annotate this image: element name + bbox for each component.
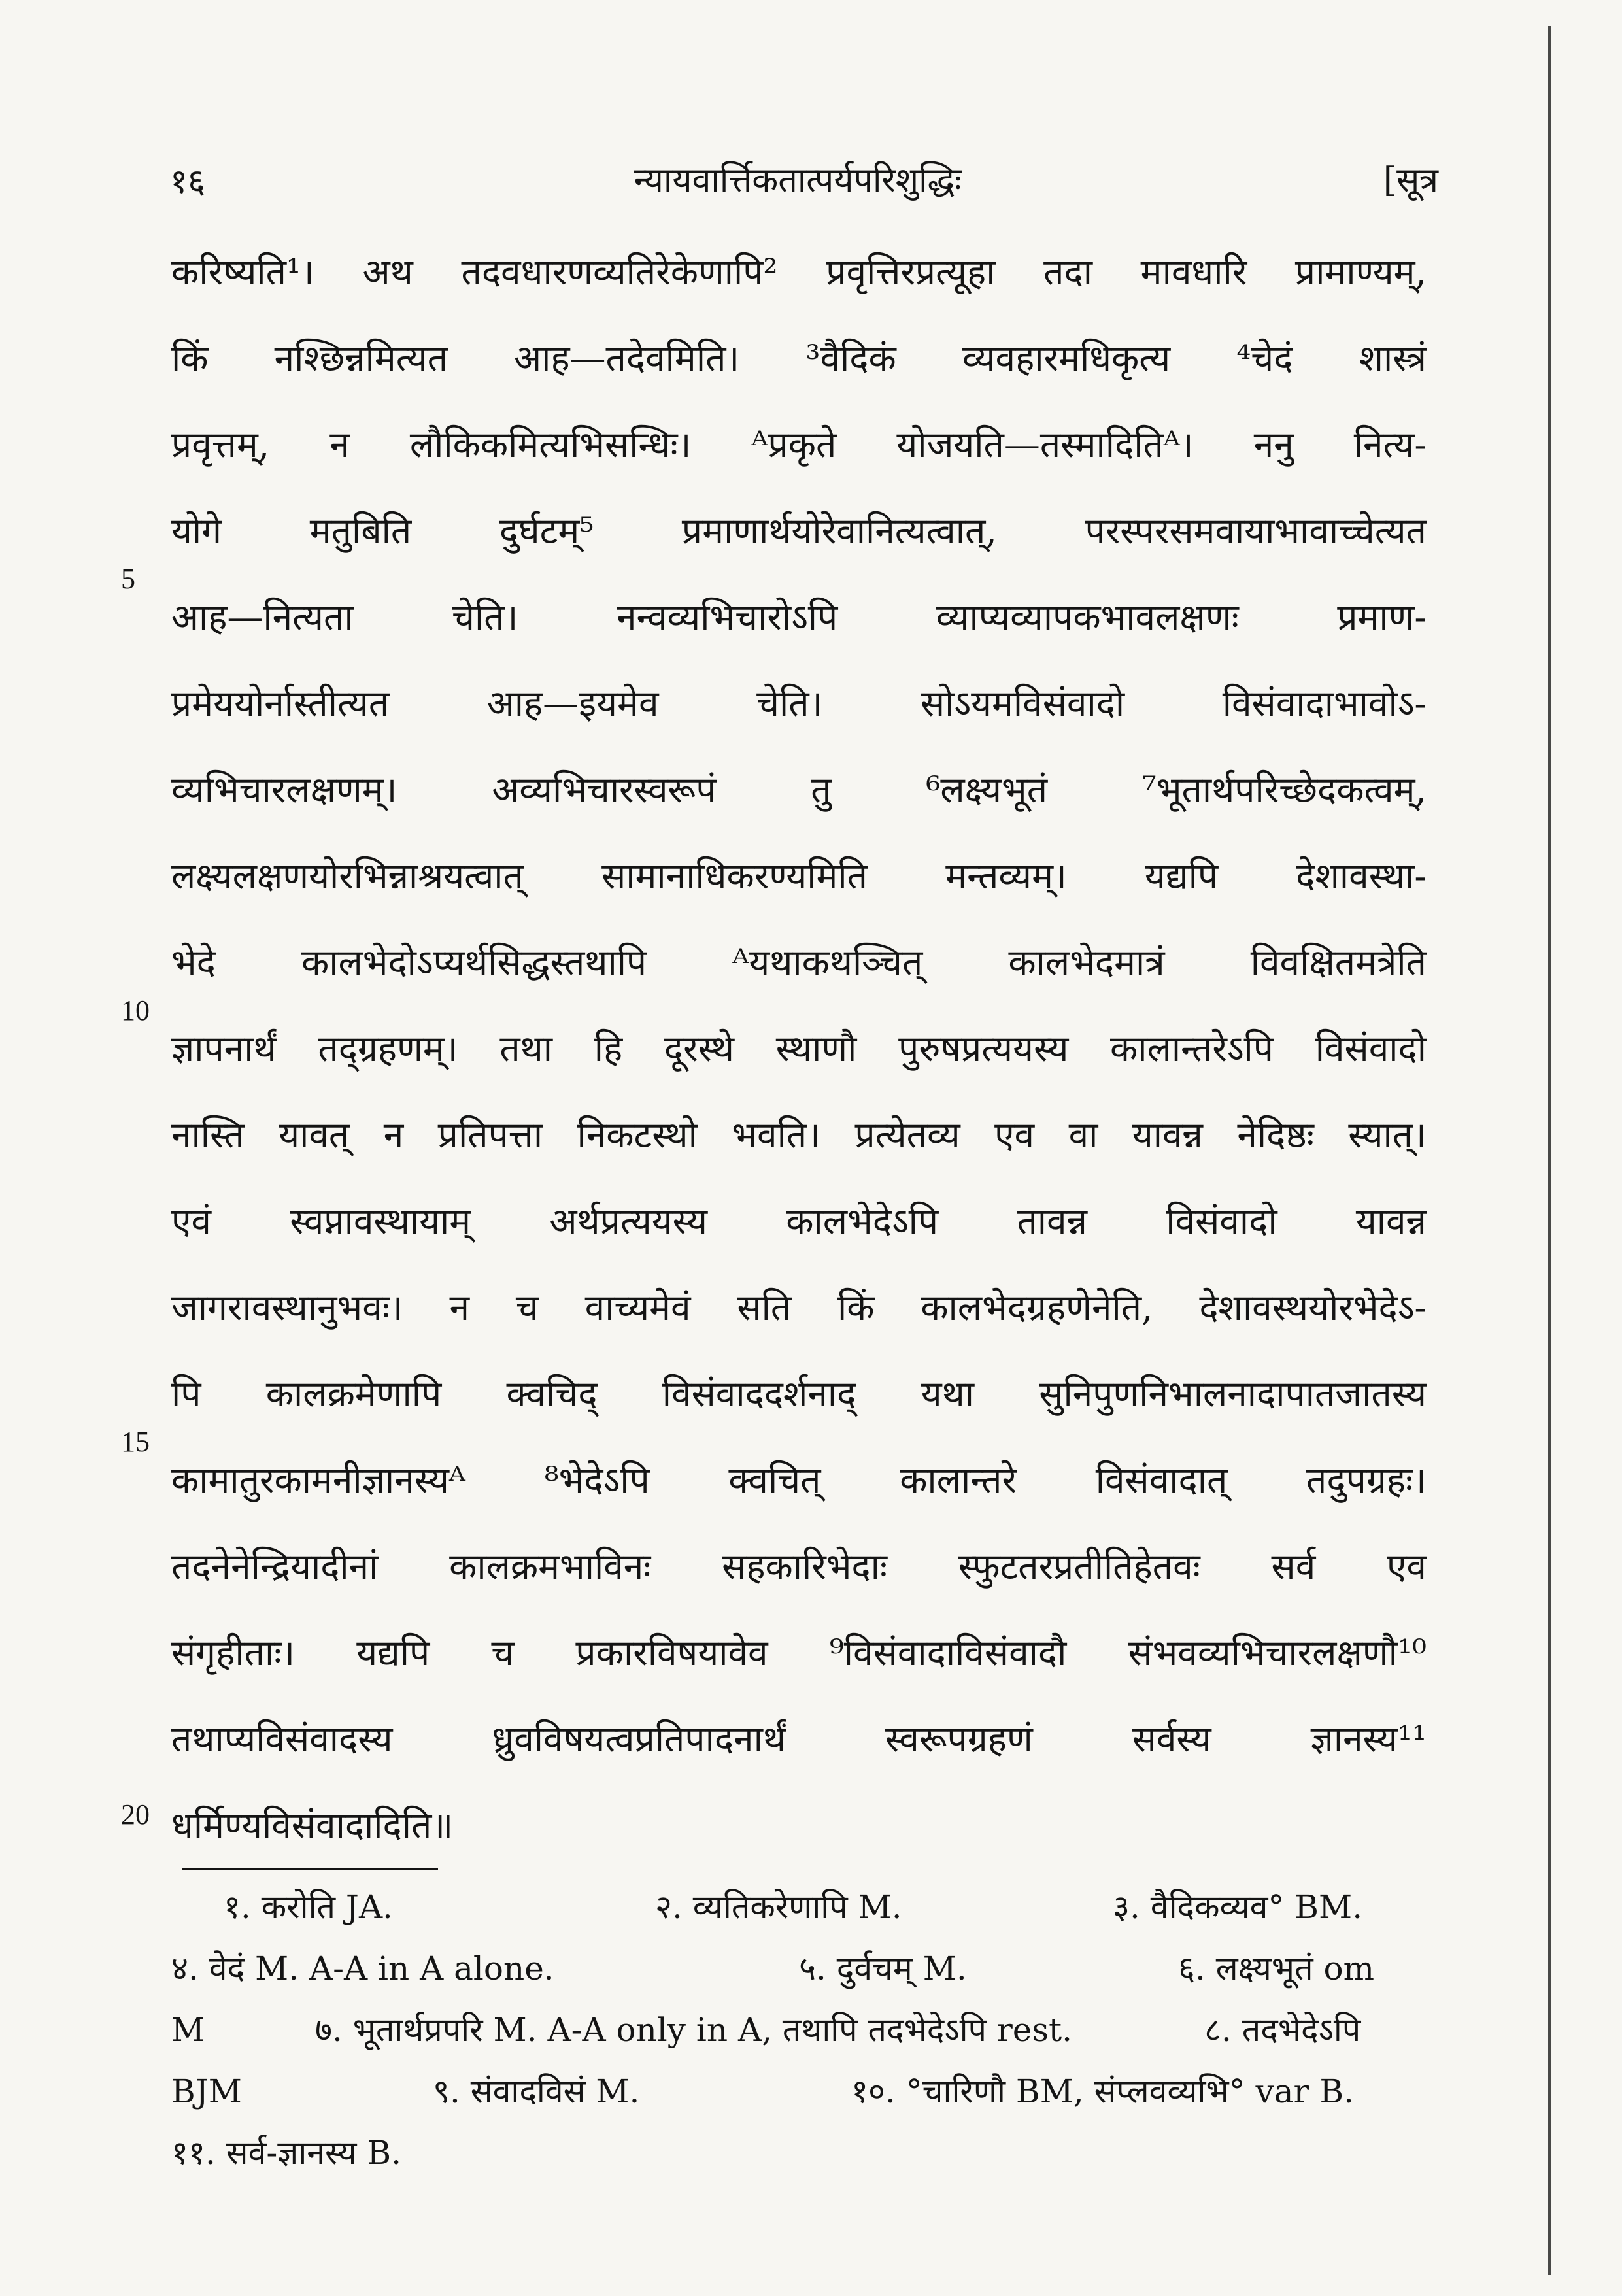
text-line: धर्मिण्यविसंवादादिति॥ — [171, 1804, 454, 1846]
text-line: पि कालक्रमेणापि क्वचिद् विसंवाददर्शनाद् यथा सुनिपुणनिभालनादापातजातस्य — [171, 1373, 1427, 1415]
text-line: नास्ति यावत् न प्रतिपत्ता निकटस्थो भवति। प्रत्येतव्य एव वा यावन्न नेदिष्ठः स्यात्। — [171, 1114, 1427, 1156]
page-edge-line — [1548, 26, 1551, 2275]
text-line: प्रवृत्तम्, न लौकिकमित्यभिसन्धिः। ᴬप्रकृते योजयति—तस्मादितिᴬ। ननु नित्य- — [171, 424, 1427, 465]
footnote: ४. वेदं M. A-A in A alone. — [171, 1950, 554, 1987]
footnote-row — [171, 2122, 1427, 2184]
footnote: ११. सर्व-ज्ञानस्य B. — [171, 2134, 402, 2172]
line-number: 10 — [121, 994, 150, 1026]
footnote-row — [171, 1938, 1427, 1999]
footnote: BJM — [171, 2072, 242, 2110]
text-line: भेदे कालभेदोऽप्यर्थसिद्धस्तथापि ᴬयथाकथञ्चित् कालभेदमात्रं विवक्षितमत्रेति — [171, 941, 1427, 983]
page-number: १६ — [170, 162, 206, 201]
text-line: संगृहीताः। यद्यपि च प्रकारविषयावेव ⁹विसंवादाविसंवादौ संभवव्यभिचारलक्षणौ¹⁰ — [171, 1632, 1427, 1674]
footnote-row — [171, 2061, 1427, 2122]
footnote-row — [171, 1876, 1427, 1938]
text-line: एवं स्वप्नावस्थायाम् अर्थप्रत्ययस्य कालभेदेऽपि तावन्न विसंवादो यावन्न — [171, 1200, 1427, 1242]
footnote: ५. दुर्वचम् M. — [799, 1950, 967, 1987]
text-line: तदनेनेन्द्रियादीनां कालक्रमभाविनः सहकारिभेदाः स्फुटतरप्रतीतिहेतवः सर्व एव — [171, 1545, 1427, 1587]
line-number: 5 — [121, 563, 135, 595]
footnote: ८. तदभेदेऽपि — [1204, 2011, 1361, 2049]
footnote: ९. संवादविसं M. — [433, 2072, 640, 2110]
text-line: तथाप्यविसंवादस्य ध्रुवविषयत्वप्रतिपादनार्थं स्वरूपग्रहणं सर्वस्य ज्ञानस्य¹¹ — [171, 1718, 1427, 1760]
footnote: १०. °चारिणौ BM, संप्लवव्यभि° var B. — [851, 2072, 1354, 2110]
line-number: 15 — [121, 1426, 150, 1458]
line-number: 20 — [121, 1798, 150, 1831]
footnote: ७. भूतार्थप्रपरि M. A-A only in A, तथापि तदभेदेऽपि rest. — [315, 2011, 1073, 2049]
text-line: योगे मतुबिति दुर्घटम्⁵ प्रमाणार्थयोरेवानित्यत्वात्, परस्परसमवायाभावाच्चेत्यत — [171, 510, 1427, 552]
text-line: कामातुरकामनीज्ञानस्यᴬ ⁸भेदेऽपि क्वचित् कालान्तरे विसंवादात् तदुपग्रहः। — [171, 1459, 1427, 1501]
text-line: प्रमेययोर्नास्तीत्यत आह—इयमेव चेति। सोऽयमविसंवादो विसंवादाभावोऽ- — [171, 683, 1427, 724]
text-line: ज्ञापनार्थं तद्ग्रहणम्। तथा हि दूरस्थे स्थाणौ पुरुषप्रत्ययस्य कालान्तरेऽपि विसंवादो — [171, 1028, 1427, 1070]
text-line: किं नश्छिन्नमित्यत आह—तदेवमिति। ³वैदिकं व्यवहारमधिकृत्य ⁴चेदं शास्त्रं — [171, 337, 1427, 379]
running-title: न्यायवार्त्तिकतात्पर्यपरिशुद्धिः — [634, 161, 962, 200]
footnote: १. करोति JA. — [224, 1888, 393, 1926]
footnote: M — [171, 2011, 205, 2049]
footnotes — [171, 1876, 1427, 2184]
footnote-separator — [182, 1868, 438, 1870]
text-line: व्यभिचारलक्षणम्। अव्यभिचारस्वरूपं तु ⁶लक्ष्यभूतं ⁷भूतार्थपरिच्छेदकत्वम्, — [171, 769, 1427, 811]
main-text — [171, 229, 1427, 1868]
text-line: लक्ष्यलक्षणयोरभिन्नाश्रयत्वात् सामानाधिकरण्यमिति मन्तव्यम्। यद्यपि देशावस्था- — [171, 855, 1427, 897]
footnote: ६. लक्ष्यभूतं om — [1178, 1950, 1374, 1987]
text-line: जागरावस्थानुभवः। न च वाच्यमेवं सति किं कालभेदग्रहणेनेति, देशावस्थयोरभेदेऽ- — [171, 1287, 1427, 1328]
text-line: करिष्यति¹। अथ तदवधारणव्यतिरेकेणापि² प्रवृत्तिरप्रत्यूहा तदा मावधारि प्रामाण्यम्, — [171, 251, 1427, 293]
footnote-row — [171, 1999, 1427, 2061]
text-line: आह—नित्यता चेति। नन्वव्यभिचारोऽपि व्याप्यव्यापकभावलक्षणः प्रमाण- — [171, 596, 1427, 638]
footnote: ३. वैदिकव्यव° BM. — [1113, 1888, 1363, 1926]
running-header — [157, 150, 1438, 209]
section-label: [सूत्र — [1383, 161, 1438, 200]
footnote: २. व्यतिकरेणापि M. — [655, 1888, 902, 1926]
